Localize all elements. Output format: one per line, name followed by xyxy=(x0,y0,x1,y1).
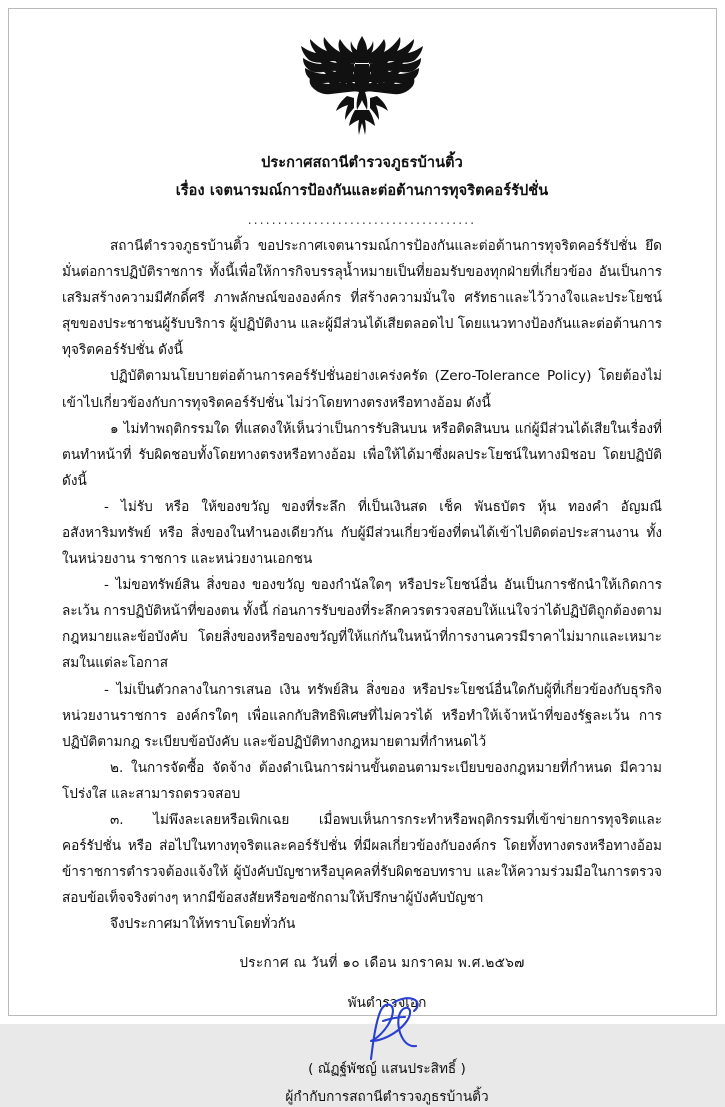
date-line: ประกาศ ณ วันที่ ๑๐ เดือน มกราคม พ.ศ.๒๕๖๗ xyxy=(239,955,525,972)
paragraph-item-1-3: - ไม่เป็นตัวกลางในการเสนอ เงิน ทรัพย์สิน สิ่งของ หรือประโยชน์อื่นใดกับผู้ที่เกี่ยวข้องกับธุรกิจหน่วยงานราชการ องค์กรใดๆ เพื่อแลกกับสิทธิพิเศษที่ไม่ควรได้ หรือทำให้เจ้าหน้าที่ของรัฐละเว้น การปฏิบัติตามกฎ ระเบียบข้อบังคับ และข้อปฏิบัติทางกฎหมายตามที่กำหนดไว้ xyxy=(62,681,662,750)
paragraph-item-1: ๑ ไม่ทำพฤติกรรมใด ที่แสดงให้เห็นว่าเป็นการรับสินบน หรือติดสินบน แก่ผู้มีส่วนได้เสียในเรื่องที่ตนทำหน้าที่ รับผิดชอบทั้งโดยทางตรงหรือทางอ้อม เพื่อให้ได้มาซึ่งผลประโยชน์ในทางมิชอบ โดยปฏิบัติดังนี้ xyxy=(62,420,662,489)
paragraph-item-2: ๒. ในการจัดซื้อ จัดจ้าง ต้องดำเนินการผ่านขั้นตอนตามระเบียบของกฎหมายที่กำหนด มีความโปร่งใส และสามารถตรวจสอบ xyxy=(62,759,662,802)
paragraph-item-1-1: - ไม่รับ หรือ ให้ของขวัญ ของที่ระลึก ที่เป็นเงินสด เช็ค พันธบัตร หุ้น ทองคำ อัญมณี อสังหาริมทรัพย์ หรือ สิ่งของในทำนองเดียวกัน กับผู้มีส่วนเกี่ยวข้องที่ตนได้เข้าไปติดต่อประสานงาน ทั้งในหน่วยงาน ราชการ และหน่วยงานเอกชน xyxy=(62,498,662,568)
paragraph-intro: สถานีตำรวจภูธรบ้านติ้ว ขอประกาศเจตนารมณ์การป้องกันและต่อต้านการทุจริตคอร์รัปชั่น ยึดมั่นต่อการปฏิบัติราชการ ทั้งนี้เพื่อให้การกิจบรรลุน้ำหมายเป็นที่ยอมรับของทุกฝ่ายที่เกี่ยวข้อง อันเป็นการเสริมสร้างความมีศักดิ์ศรี ภาพลักษณ์ขององค์กร ที่สร้างความมั่นใจ ศรัทธาและไว้วางใจและประโยชน์สุขของประชาชนผู้รับบริการ ผู้ปฏิบัติงาน และผู้มีส่วนได้เสียตลอดไป โดยแนวทางป้องกันและต่อต้านการทุจริตคอร์รัปชั่น ดังนี้ xyxy=(62,237,662,359)
document-content xyxy=(62,18,662,1107)
paragraph-item-1-2: - ไม่ขอทรัพย์สิน สิ่งของ ของขวัญ ของกำนัลใดๆ หรือประโยชน์อื่น อันเป็นการชักนำให้เกิดการละเว้น การปฏิบัติหน้าที่ของตน ทั้งนี้ ก่อนการรับของที่ระลึกควรตรวจสอบให้แน่ใจว่าได้ปฏิบัติถูกต้องตามกฎหมายและข้อบังคับ โดยสิ่งของหรือของขวัญที่ให้แก่กันในหน้าที่การงานควรมีราคาไม่มากและเหมาะสมในแต่ละโอกาส xyxy=(62,577,662,672)
garuda-emblem xyxy=(299,30,425,142)
paragraph-item-3: ๓. ไม่พึงละเลยหรือเพิกเฉย เมื่อพบเห็นการกระทำหรือพฤติกรรมที่เข้าข่ายการทุจริตและคอร์รัปชั่น หรือ ส่อไปในทางทุจริตและคอร์รัปชั่น ที่มีผลเกี่ยวข้องกับองค์กร โดยทั้งทางตรงหรือทางอ้อม ข้าราชการตำรวจต้องแจ้งให้ ผู้บังคับบัญชาหรือบุคคลที่รับผิดชอบทราบ และให้ความร่วมมือในการตรวจสอบข้อเท็จจริงต่างๆ หากมีข้อสงสัยหรือขอซักถามให้ปรึกษาผู้บังคับบัญชา xyxy=(62,812,662,907)
paragraph-closing: จึงประกาศมาให้ทราบโดยทั่วกัน xyxy=(110,916,296,933)
handwritten-signature-icon xyxy=(327,995,447,1067)
document-subtitle: เรื่อง เจตนารมณ์การป้องกันและต่อต้านการทุจริตคอร์รัปชั่น xyxy=(175,183,549,200)
signature-graphic xyxy=(112,1009,662,1055)
signer-rank: พันตำรวจเอก xyxy=(347,995,427,1012)
signer-position: ผู้กำกับการสถานีตำรวจภูธรบ้านติ้ว xyxy=(285,1089,489,1106)
signature-block xyxy=(62,991,662,1107)
dotted-divider: ...................................... xyxy=(247,212,477,227)
title-block xyxy=(62,152,662,225)
emblem-container xyxy=(62,30,662,142)
body-text xyxy=(62,233,662,938)
signer-name: ( ณัฏฐ์พัชญ์ แสนประสิทธิ์ ) xyxy=(308,1061,466,1078)
document-title: ประกาศสถานีตำรวจภูธรบ้านติ้ว xyxy=(261,155,463,171)
paragraph-policy: ปฏิบัติตามนโยบายต่อต้านการคอร์รัปชั่นอย่างเคร่งครัด (Zero-Tolerance Policy) โดยต้องไม่เข้าไปเกี่ยวข้องกับการทุจริตคอร์รัปชั่น ไม่ว่าโดยทางตรงหรือทางอ้อม ดังนี้ xyxy=(62,368,662,411)
